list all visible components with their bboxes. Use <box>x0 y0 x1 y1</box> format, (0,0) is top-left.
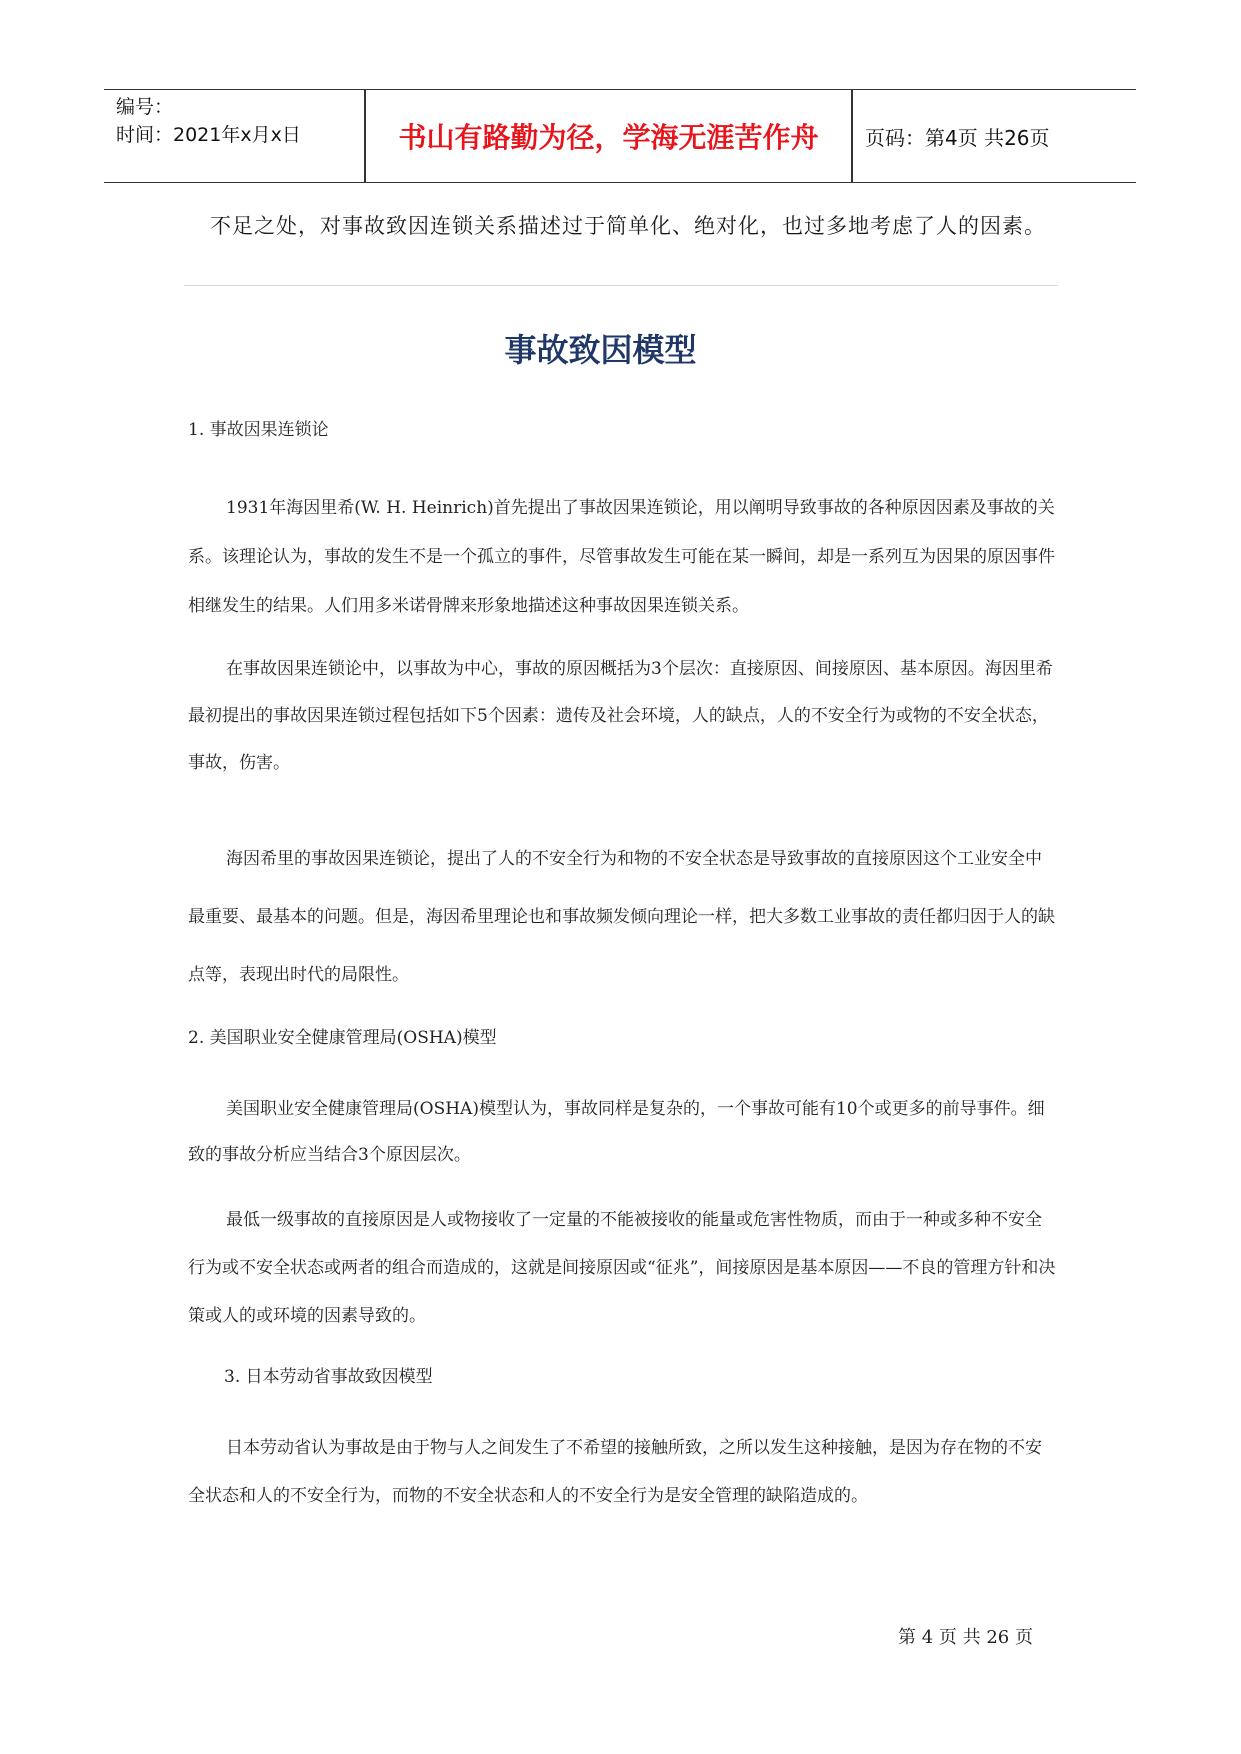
section-divider <box>184 285 1058 286</box>
section-heading-3: 3. 日本劳动省事故致因模型 <box>224 1367 433 1387</box>
section-3-paragraph-1: 日本劳动省认为事故是由于物与人之间发生了不希望的接触所致，之所以发生这种接触，是因为存在物的不安全状态和人的不安全行为，而物的不安全状态和人的不安全行为是安全管理的缺陷造成的。 <box>188 1438 1042 1506</box>
section-1-paragraph-1: 1931年海因里希(W. H. Heinrich)首先提出了事故因果连锁论，用以阐明导致事故的各种原因因素及事故的关系。该理论认为，事故的发生不是一个孤立的事件，尽管事故发生可能在某一瞬间，却是一系列互为因果的原因事件相继发生的结果。人们用多米诺骨牌来形象地描述这种事故因果连锁关系。 <box>188 498 1055 616</box>
page-header <box>104 89 1136 183</box>
section-heading-2: 2. 美国职业安全健康管理局(OSHA)模型 <box>188 1028 497 1048</box>
header-time-label: 时间：2021年x月x日 <box>116 124 301 146</box>
header-page-code: 页码：第4页 共26页 <box>865 125 1050 150</box>
section-2-paragraph-2: 最低一级事故的直接原因是人或物接收了一定量的不能被接收的能量或危害性物质，而由于一种或多种不安全行为或不安全状态或两者的组合而造成的，这就是间接原因或“征兆”，间接原因是基本原因——不良的管理方针和决策或人的或环境的因素导致的。 <box>188 1210 1056 1326</box>
section-heading-1: 1. 事故因果连锁论 <box>188 420 329 440</box>
header-number-label: 编号： <box>116 96 174 118</box>
header-meta <box>116 93 301 149</box>
page-title: 事故致因模型 <box>504 331 697 369</box>
section-2-paragraph-1: 美国职业安全健康管理局(OSHA)模型认为，事故同样是复杂的，一个事故可能有10个或更多的前导事件。细致的事故分析应当结合3个原因层次。 <box>188 1099 1045 1165</box>
page-footer: 第 4 页 共 26 页 <box>898 1627 1033 1648</box>
header-divider-right <box>851 90 853 182</box>
section-1-paragraph-3: 海因希里的事故因果连锁论，提出了人的不安全行为和物的不安全状态是导致事故的直接原因这个工业安全中最重要、最基本的问题。但是，海因希里理论也和事故频发倾向理论一样，把大多数工业事故的责任都归因于人的缺点等，表现出时代的局限性。 <box>188 849 1055 985</box>
header-motto: 书山有路勤为径，学海无涯苦作舟 <box>398 121 819 154</box>
continuation-paragraph: 不足之处，对事故致因连锁关系描述过于简单化、绝对化，也过多地考虑了人的因素。 <box>210 214 1046 238</box>
section-1-paragraph-2: 在事故因果连锁论中，以事故为中心，事故的原因概括为3个层次：直接原因、间接原因、基本原因。海因里希最初提出的事故因果连锁过程包括如下5个因素：遗传及社会环境，人的缺点，人的不安全行为或物的不安全状态，事故，伤害。 <box>188 659 1053 773</box>
